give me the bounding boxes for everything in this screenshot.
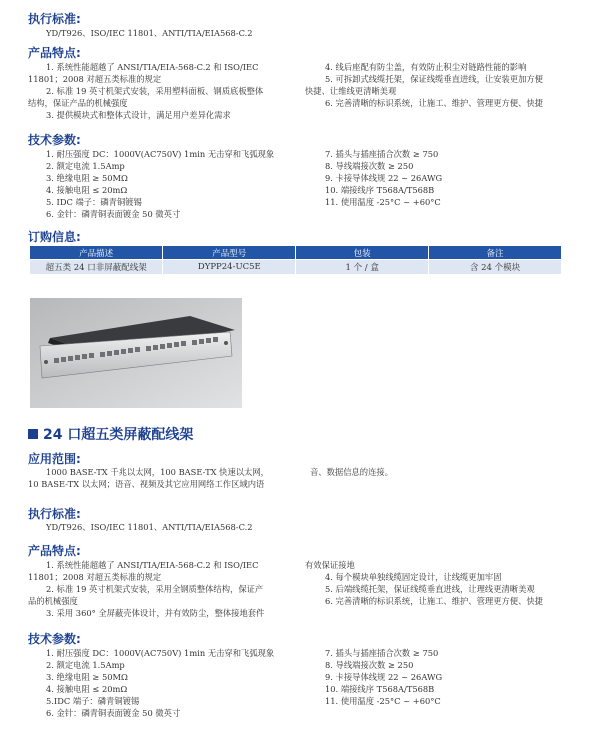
order-col-remark: 备注	[429, 246, 562, 260]
feature-line: 3. 提供模块式和整体式设计，满足用户差异化需求	[46, 110, 231, 120]
param-line: 10. 端接线序 T568A/T568B	[325, 185, 435, 195]
param-line: 9. 卡接导体线规 22 ~ 26AWG	[325, 672, 443, 682]
table-row	[30, 260, 562, 275]
param-line: 6. 金针：磷青铜表面镀金 50 微英寸	[46, 209, 181, 219]
application-line: 1000 BASE-TX 千兆以太网，100 BASE-TX 快速以太网，	[46, 467, 269, 477]
param-line: 11. 使用温度 -25°C ~ +60°C	[325, 696, 441, 706]
standard-text-2: YD/T926、ISO/IEC 11801、ANTI/TIA/EIA568-C.2	[46, 522, 253, 532]
standard-heading: 执行标准:	[28, 12, 81, 26]
param-line: 4. 接触电阻 ≤ 20mΩ	[46, 684, 128, 694]
param-line: 6. 金针：磷青铜表面镀金 50 微英寸	[46, 708, 181, 718]
order-table	[30, 246, 562, 274]
feature-line: 1. 系统性能超越了 ANSI/TIA/EIA-568-C.2 和 ISO/IEC	[46, 560, 259, 570]
param-line: 3. 绝缘电阻 ≥ 50MΩ	[46, 173, 128, 183]
application-line: 音、数据信息的连接。	[310, 467, 393, 477]
application-line: 10 BASE-TX 以太网；语音、视频及其它应用网络工作区域内语	[28, 479, 265, 489]
feature-line: 有效保证接地	[305, 560, 355, 570]
feature-line: 4. 每个模块单独线缆固定设计，让线缆更加牢固	[325, 572, 502, 582]
standard-heading-2: 执行标准:	[28, 507, 81, 521]
param-line: 9. 卡接导体线规 22 ~ 26AWG	[325, 173, 443, 183]
param-line: 1. 耐压强度 DC：1000V(AC750V) 1min 无击穿和飞弧现象	[46, 149, 275, 159]
param-line: 8. 导线端接次数 ≥ 250	[325, 161, 414, 171]
feature-line: 6. 完善清晰的标识系统，让施工、维护、管理更方便、快捷	[325, 98, 543, 108]
patch-panel-image	[30, 298, 242, 408]
order-col-description: 产品描述	[30, 246, 163, 260]
param-line: 2. 额定电流 1.5Amp	[46, 161, 125, 171]
title-square-icon	[28, 429, 38, 439]
params-heading-2: 技术参数:	[28, 632, 81, 646]
param-line: 2. 额定电流 1.5Amp	[46, 660, 125, 670]
param-line: 10. 端接线序 T568A/T568B	[325, 684, 435, 694]
feature-line: 品的机械强度	[28, 596, 78, 606]
order-cell: 超五类 24 口非屏蔽配线架	[30, 260, 163, 275]
order-table-header-row	[30, 246, 562, 260]
param-line: 11. 使用温度 -25°C ~ +60°C	[325, 197, 441, 207]
features-heading-2: 产品特点:	[28, 544, 81, 558]
order-cell: 含 24 个模块	[429, 260, 562, 275]
param-line: 8. 导线端接次数 ≥ 250	[325, 660, 414, 670]
standard-text: YD/T926、ISO/IEC 11801、ANTI/TIA/EIA568-C.2	[46, 28, 253, 38]
feature-line: 6. 完善清晰的标识系统，让施工、维护、管理更方便、快捷	[325, 596, 543, 606]
feature-line: 11801；2008 对超五类标准的规定	[28, 572, 162, 582]
param-line: 4. 接触电阻 ≤ 20mΩ	[46, 185, 128, 195]
feature-line: 结构，保证产品的机械强度	[28, 98, 128, 108]
feature-line: 1. 系统性能超越了 ANSI/TIA/EIA-568-C.2 和 ISO/IEC	[46, 62, 259, 72]
feature-line: 5. 可拆卸式线缆托架，保证线缆垂直进线，让安装更加方便	[325, 74, 543, 84]
param-line: 7. 插头与插座插合次数 ≥ 750	[325, 149, 439, 159]
param-line: 1. 耐压强度 DC：1000V(AC750V) 1min 无击穿和飞弧现象	[46, 648, 275, 658]
feature-line: 5. 后端线缆托架，保证线缆垂直进线，让理线更清晰美观	[325, 584, 535, 594]
param-line: 3. 绝缘电阻 ≥ 50MΩ	[46, 672, 128, 682]
feature-line: 快捷、让维线更清晰美观	[305, 86, 397, 96]
order-cell: 1 个 / 盒	[296, 260, 429, 275]
feature-line: 4. 线后座配有防尘盖，有效防止积尘对链路性能的影响	[325, 62, 527, 72]
feature-line: 2. 标准 19 英寸机架式安装，采用全钢质整体结构，保证产	[46, 584, 264, 594]
param-line: 7. 插头与插座插合次数 ≥ 750	[325, 648, 439, 658]
param-line: 5. IDC 端子：磷青铜镀锡	[46, 197, 142, 207]
order-col-package: 包装	[296, 246, 429, 260]
order-col-model: 产品型号	[163, 246, 296, 260]
order-heading: 订购信息:	[28, 230, 81, 244]
product-title	[28, 424, 193, 444]
feature-line: 2. 标准 19 英寸机架式安装，采用塑料面板、钢质底板整体	[46, 86, 264, 96]
param-line: 5.IDC 端子：磷青铜镀锡	[46, 696, 140, 706]
feature-line: 11801；2008 对超五类标准的规定	[28, 74, 162, 84]
params-heading: 技术参数:	[28, 133, 81, 147]
features-heading: 产品特点:	[28, 46, 81, 60]
order-cell: DYPP24-UC5E	[163, 260, 296, 275]
application-heading: 应用范围:	[28, 452, 81, 466]
product-title-text: 24 口超五类屏蔽配线架	[43, 427, 194, 443]
product-photo	[30, 298, 242, 408]
feature-line: 3. 采用 360° 全屏蔽壳体设计，并有效防尘，整体接地套件	[46, 608, 265, 618]
